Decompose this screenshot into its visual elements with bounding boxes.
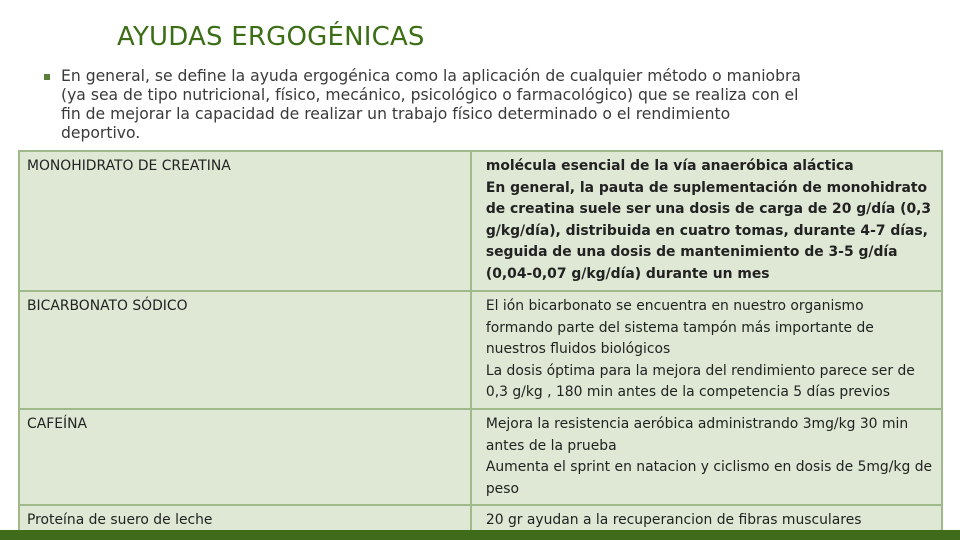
bottom-accent-bar — [0, 530, 960, 540]
aid-name: MONOHIDRATO DE CREATINA — [27, 158, 231, 174]
aid-name: Proteína de suero de leche — [27, 512, 213, 529]
bullet-text: En general, se define la ayuda ergogénica como la aplicación de cualquier método o maniobra (ya sea de tipo nutricional, físico, mecánico, psicológico o farmacológico) que se realiza con el fin de mejorar la capacidad de realizar un trabajo físico determinado o el rendimiento deportivo. — [61, 67, 801, 142]
table-cell-description — [471, 291, 942, 409]
description-line: 20 gr ayudan a la recuperancion de fibras musculares — [485, 512, 862, 529]
slide-title: AYUDAS ERGOGÉNICAS — [117, 22, 425, 52]
ergogenic-aids-table — [18, 150, 943, 538]
table-cell-name — [19, 291, 471, 409]
table-cell-description — [471, 409, 942, 505]
description-line: Aumenta el sprint en natacion y ciclismo en dosis de 5mg/kg de peso — [485, 459, 933, 497]
aid-name: BICARBONATO SÓDICO — [27, 298, 188, 314]
table-cell-name — [19, 409, 471, 505]
description-line: La dosis óptima para la mejora del rendimiento parece ser de 0,3 g/kg , 180 min antes de la competencia 5 días previos — [485, 362, 915, 401]
square-bullet-icon — [44, 74, 50, 80]
table-cell-name — [19, 151, 471, 291]
description-line: Mejora la resistencia aeróbica administrando 3mg/kg 30 min antes de la prueba — [485, 415, 909, 454]
description-line: En general, la pauta de suplementación de monohidrato de creatina suele ser una dosis de carga de 20 g/día (0,3 g/kg/día), distribuida en cuatro tomas, durante 4-7 días, seguida de una dosis de mantenimiento de 3-5 g/día (0,04-0,07 g/kg/día) durante un mes — [485, 179, 932, 282]
table-row — [19, 409, 942, 505]
aid-name: CAFEÍNA — [27, 415, 87, 432]
table-row — [19, 151, 942, 291]
table-row — [19, 291, 942, 409]
description-line: molécula esencial de la vía anaeróbica aláctica — [485, 158, 854, 174]
table-cell-description — [471, 151, 942, 291]
description-line: El ión bicarbonato se encuentra en nuestro organismo formando parte del sistema tampón más importante de nuestros fluidos biológicos — [485, 298, 874, 358]
bullet-item — [44, 67, 804, 143]
